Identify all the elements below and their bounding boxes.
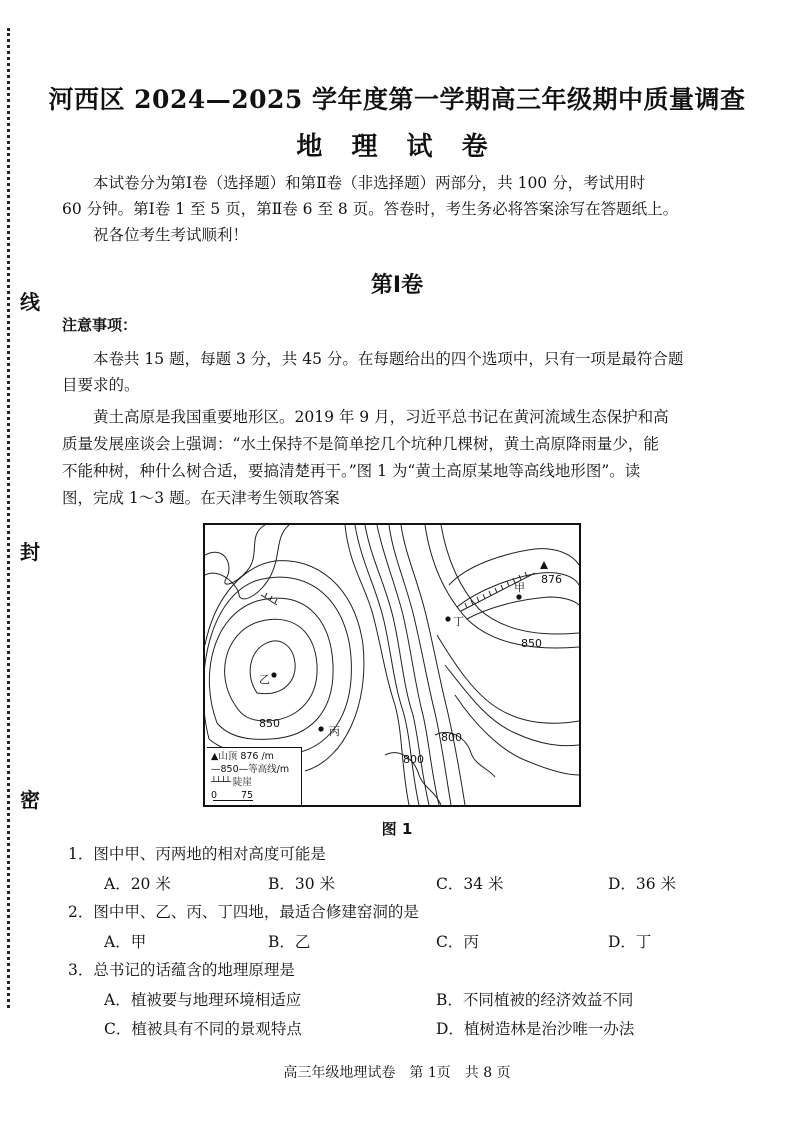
contour-line [205,561,364,771]
question-2-option-c: C．丙 [436,933,479,951]
legend-contour: —850—等高线/m [211,764,290,775]
label-peak: 876 [541,573,562,586]
label-contour-800-right: 800 [441,731,462,744]
question-3-option-a: A．植被要与地理环境相适应 [104,991,302,1009]
question-1-option-d: D．36 米 [608,875,677,893]
intro-line-1: 本试卷分为第Ⅰ卷（选择题）和第Ⅱ卷（非选择题）两部分，共 100 分，考试用时 [93,174,646,192]
exam-subtitle: 地 理 试 卷 [296,132,498,162]
contour-line [225,619,318,721]
contour-line [467,597,579,619]
label-jia: 甲 [514,581,525,594]
notice-line-1: 本卷共 15 题，每题 3 分，共 45 分。在每题给出的四个选项中，只有一项是最符合题 [93,350,684,368]
question-3-option-b: B．不同植被的经济效益不同 [436,991,634,1009]
binding-dotted-line [7,28,10,1008]
legend-peak: ▲山顶 876 /m [211,751,274,762]
question-3-option-c: C．植被具有不同的景观特点 [104,1020,302,1038]
notice-title: 注意事项： [62,316,138,334]
legend-cliff-row [211,776,297,789]
label-ding: 丁 [453,615,464,628]
binding-char-feng: 封 [20,540,40,564]
binding-char-xian: 线 [20,290,40,314]
cliff-line [261,572,535,611]
question-1-stem: 1．图中甲、丙两地的相对高度可能是 [68,845,326,863]
question-2-option-d: D．丁 [608,933,652,951]
question-2-option-a: A．甲 [104,933,147,951]
legend-scale-bar [213,800,253,801]
passage-line-4: 图，完成 1～3 题。在天津考生领取答案 [62,489,340,507]
point-jia-dot [516,594,521,599]
section-title: 第Ⅰ卷 [370,273,424,298]
contour-line [205,525,289,599]
question-3-stem: 3．总书记的话蕴含的地理原理是 [68,961,295,979]
label-yi: 乙 [259,673,270,686]
question-1-option-a: A．20 米 [104,875,171,893]
question-2-option-b: B．乙 [268,933,311,951]
peak-triangle [540,561,548,569]
legend-cliff-symbol: ┴┴┴┴ [211,777,230,788]
intro-line-2: 60 分钟。第Ⅰ卷 1 至 5 页，第Ⅱ卷 6 至 8 页。答卷时，考生务必将答案涂写在答题纸上。 [62,200,679,218]
passage-line-2: 质量发展座谈会上强调：“水土保持不是简单挖几个坑种几棵树，黄土高原降雨量少，能 [62,435,659,453]
point-ding-dot [445,616,450,621]
exam-title: 河西区 2024—2025 学年度第一学期高三年级期中质量调查 [48,85,746,114]
contour-line [455,695,579,775]
notice-line-2: 目要求的。 [62,376,140,394]
question-3-option-d: D．植树造林是治沙唯一办法 [436,1020,635,1038]
label-contour-850-right: 850 [521,637,542,650]
contour-line [205,525,265,584]
intro-line-3: 祝各位考生考试顺利！ [93,226,249,244]
label-contour-850-left: 850 [259,717,280,730]
label-bing: 丙 [329,725,340,738]
question-1-option-c: C．34 米 [436,875,504,893]
binding-char-mi: 密 [20,788,40,812]
legend-scale-75: 75 [241,790,254,801]
figure-caption: 图 1 [381,820,413,838]
passage-line-1: 黄土高原是我国重要地形区。2019 年 9 月，习近平总书记在黄河流域生态保护和高 [93,408,669,426]
point-yi-dot [271,672,276,677]
legend-scale-0: 0 [211,790,218,801]
contour-map [203,523,581,807]
question-1-option-b: B．30 米 [268,875,336,893]
legend-scale [211,789,297,802]
page-footer: 高三年级地理试卷 第 1页 共 8 页 [283,1065,511,1081]
label-contour-800-bottom: 800 [403,753,424,766]
question-2-stem: 2．图中甲、乙、丙、丁四地，最适合修建窑洞的是 [68,903,419,921]
legend-cliff: 陡崖 [232,777,252,788]
passage-line-3: 不能种树，种什么树合适，要搞清楚再干。”图 1 为“黄土高原某地等高线地形图”。读 [62,462,641,480]
contour-line [250,641,295,694]
map-legend [207,747,302,805]
point-bing-dot [318,726,323,731]
